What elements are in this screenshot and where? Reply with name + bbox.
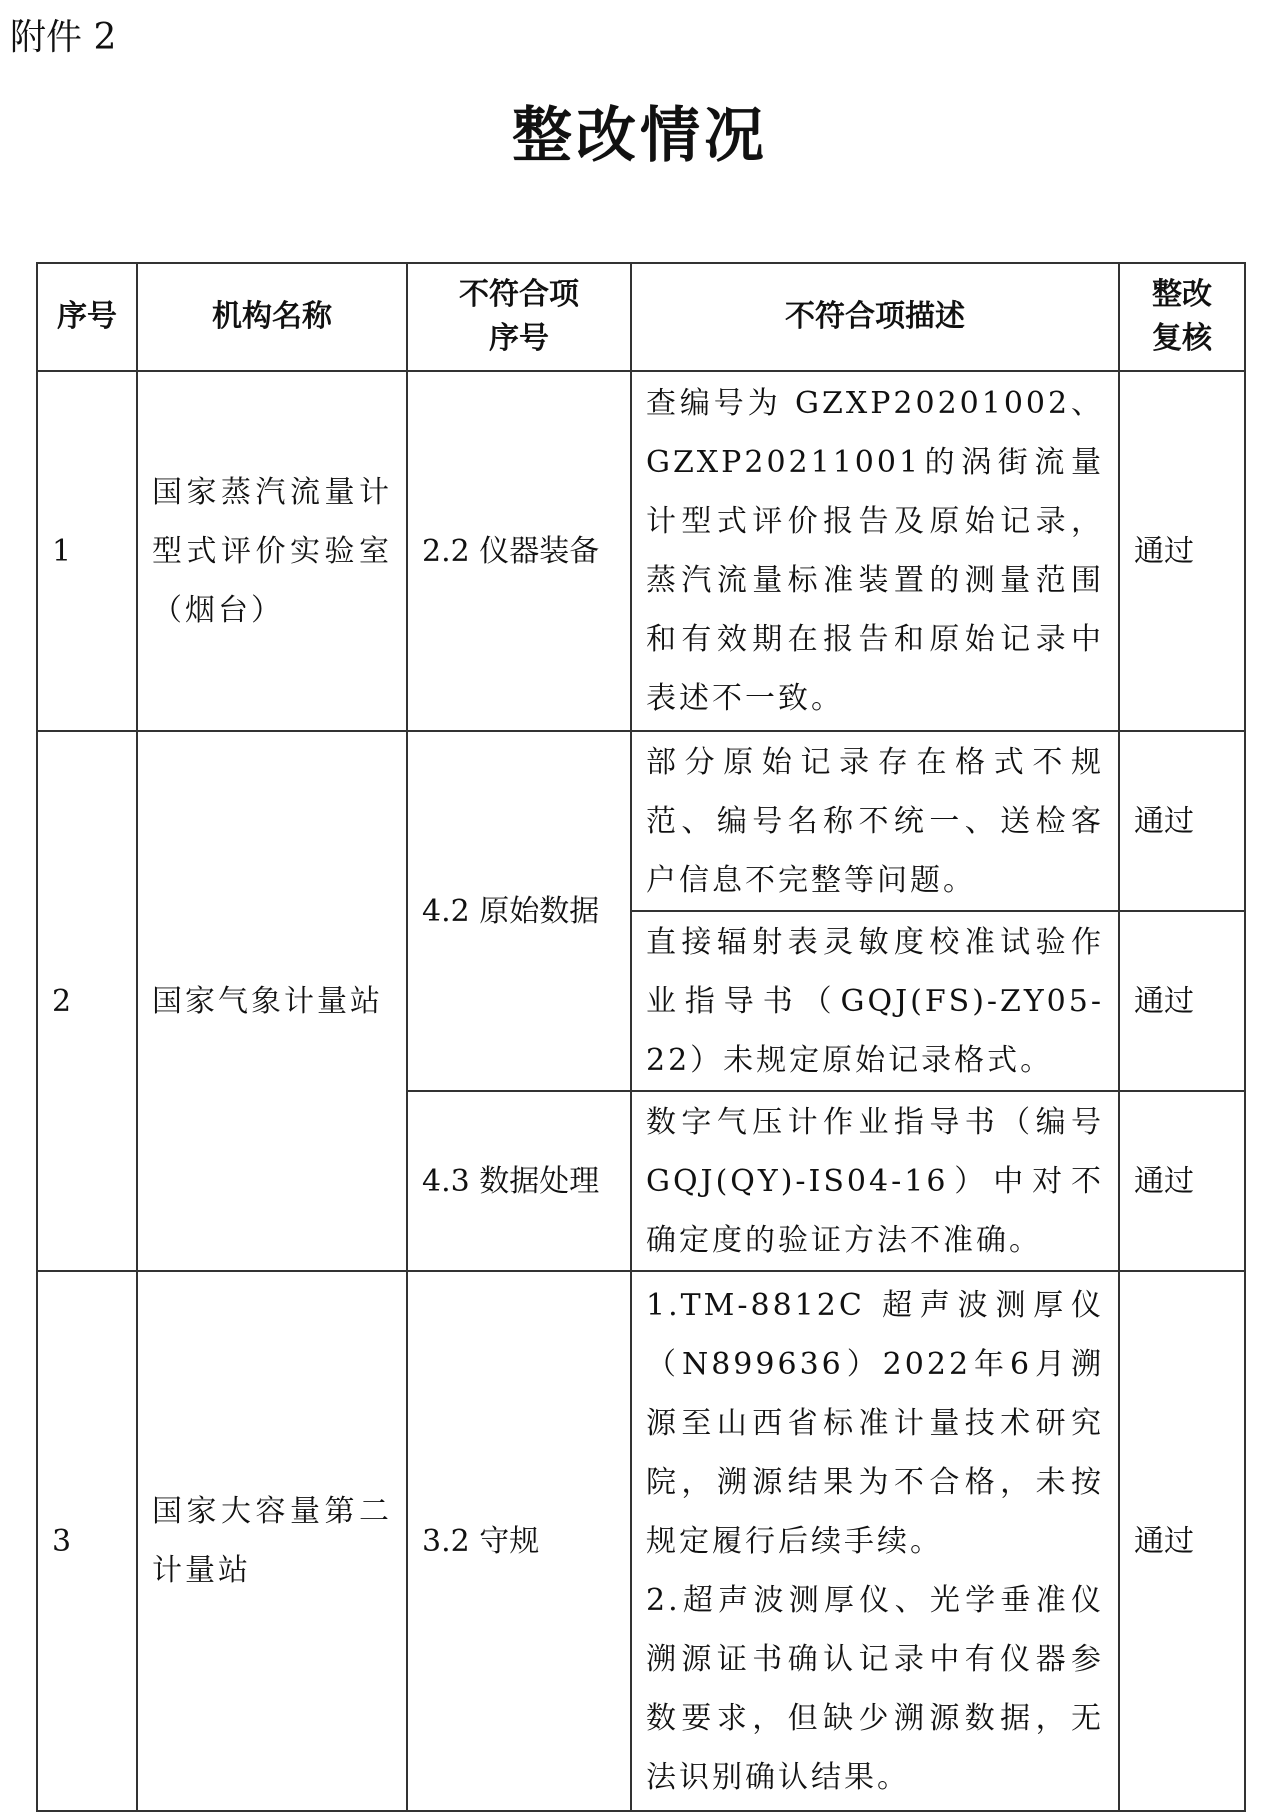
col-header-description: 不符合项描述 xyxy=(631,263,1119,371)
rectification-table xyxy=(36,262,1246,1812)
row-review: 通过 xyxy=(1119,731,1245,911)
row-clause: 4.3 数据处理 xyxy=(407,1091,631,1271)
table-row xyxy=(37,371,1245,731)
col-header-review-line2: 复核 xyxy=(1152,321,1212,356)
row-index: 1 xyxy=(37,371,137,731)
row-org: 国家蒸汽流量计型式评价实验室（烟台） xyxy=(137,371,407,731)
row-clause: 2.2 仪器装备 xyxy=(407,371,631,731)
table-row xyxy=(37,731,1245,911)
col-header-clause xyxy=(407,263,631,371)
row-description: 数字气压计作业指导书（编号GQJ(QY)-IS04-16）中对不确定度的验证方法不准确。 xyxy=(631,1091,1119,1271)
row-index: 2 xyxy=(37,731,137,1271)
col-header-clause-line2: 序号 xyxy=(489,321,549,356)
col-header-index: 序号 xyxy=(37,263,137,371)
col-header-review-line1: 整改 xyxy=(1152,277,1212,312)
col-header-org: 机构名称 xyxy=(137,263,407,371)
table-row xyxy=(37,1271,1245,1811)
col-header-review xyxy=(1119,263,1245,371)
row-org: 国家气象计量站 xyxy=(137,731,407,1271)
row-org: 国家大容量第二计量站 xyxy=(137,1271,407,1811)
row-clause: 4.2 原始数据 xyxy=(407,731,631,1091)
row-review: 通过 xyxy=(1119,911,1245,1091)
row-review: 通过 xyxy=(1119,1271,1245,1811)
row-description-part2: 2.超声波测厚仪、光学垂准仪溯源证书确认记录中有仪器参数要求，但缺少溯源数据，无法识别确认结果。 xyxy=(646,1582,1104,1795)
row-description: 部分原始记录存在格式不规范、编号名称不统一、送检客户信息不完整等问题。 xyxy=(631,731,1119,911)
row-description: 查编号为 GZXP20201002、GZXP20211001的涡街流量计型式评价报告及原始记录，蒸汽流量标准装置的测量范围和有效期在报告和原始记录中表述不一致。 xyxy=(631,371,1119,731)
row-description-part1: 1.TM-8812C 超声波测厚仪（N899636）2022年6月溯源至山西省标准计量技术研究院，溯源结果为不合格，未按规定履行后续手续。 xyxy=(646,1287,1104,1559)
attachment-label: 附件 2 xyxy=(10,17,117,58)
row-review: 通过 xyxy=(1119,371,1245,731)
row-description: 直接辐射表灵敏度校准试验作业指导书（GQJ(FS)-ZY05-22）未规定原始记录格式。 xyxy=(631,911,1119,1091)
col-header-clause-line1: 不符合项 xyxy=(459,277,579,312)
row-review: 通过 xyxy=(1119,1091,1245,1271)
table-header-row xyxy=(37,263,1245,371)
row-description xyxy=(631,1271,1119,1811)
page-title: 整改情况 xyxy=(512,101,768,171)
row-index: 3 xyxy=(37,1271,137,1811)
row-clause: 3.2 守规 xyxy=(407,1271,631,1811)
